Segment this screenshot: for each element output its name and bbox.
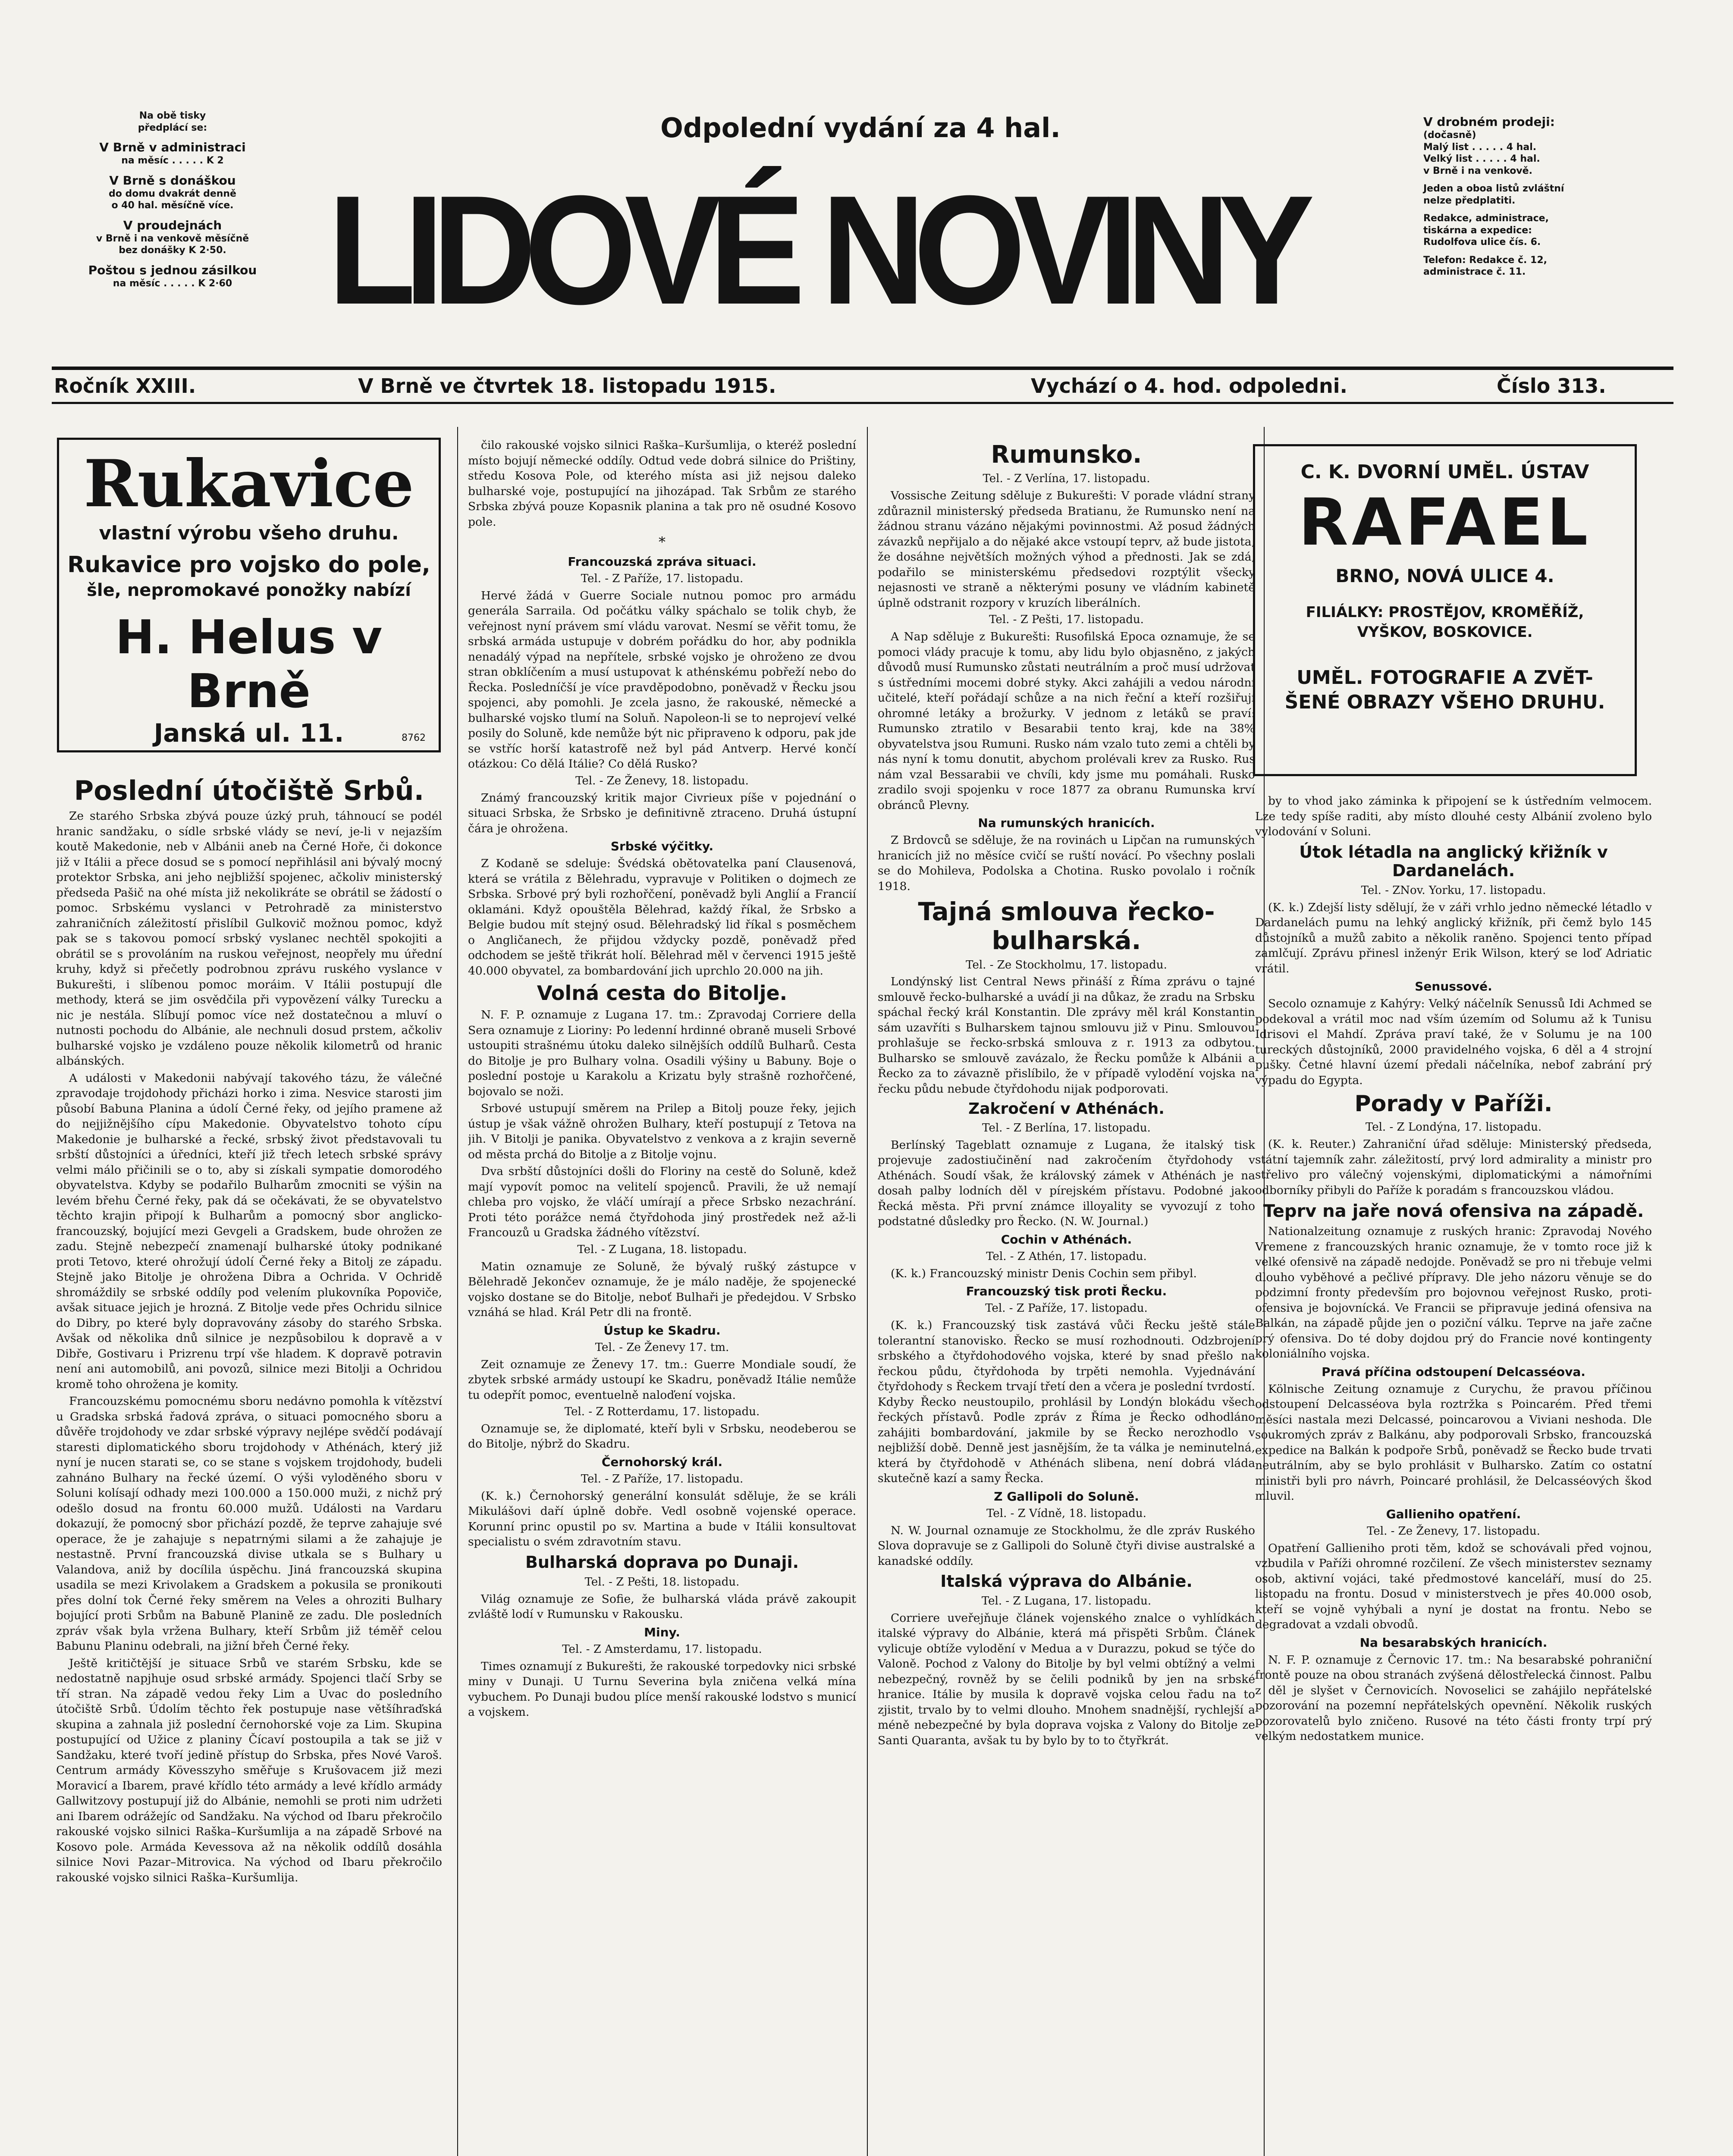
article-paragraph: Times oznamují z Bukurešti, že rakouské torpedovky nici srbské miny v Dunaji. U Turnu Severina byla zničena velká mína vybuchem. Po Dunaji budou plíce menší rakouské lodstvo s municí a vojskem.	[468, 1659, 856, 1719]
dateline: Tel. - Z Paříže, 17. listopadu.	[985, 1302, 1148, 1315]
dateline: Tel. - Z Lugana, 18. listopadu.	[577, 1243, 747, 1256]
dateline: Tel. - Ze Ženevy, 17. listopadu.	[1367, 1524, 1540, 1538]
subhead-montenegro-king: Černohorský král.	[601, 1454, 723, 1469]
article-paragraph: Srbové ustupují směrem na Prilep a Bitolj pouze řeky, jejich ústup je však vážně ohrožen Bulhary, kteří postupují z Tetova na jih. V Bitolji je panika. Obyvatelstvo z venkova a z krajin severně od města prchá do Bitolje a z Bitolje vojnu.	[468, 1102, 856, 1161]
article-paragraph: Z Brdovců se sděluje, že na rovinách u Lipčan na rumunských hranicích již no měsíce cvičí se ruští novácí. Po všechny poslali se do Mohileva, Podolska a Chotina. Rusko povolalo i ročník 1918.	[878, 834, 1255, 893]
dateline: Tel. - Z Verlína, 17. listopadu.	[983, 472, 1150, 486]
article-paragraph: N. F. P. oznamuje z Lugana 17. tm.: Zpravodaj Corriere della Sera oznamuje z Lioriny: Po ledenní hrdinné obraně museli Srbové ustoupiti strašnému útoku daleko silnějších oddílů Bulharů. Cesta do Bitolje je pro Bulhary volna. Osadili výšiny u Babuny. Boje o poslední postoje u Karakolu a Krizatu byly strašně rozhořčené, bojovalo se noži.	[468, 1008, 856, 1098]
subhead-romanian-border: Na rumunských hranicích.	[978, 816, 1155, 830]
ad-helus-title: Rukavice	[84, 446, 414, 522]
article-paragraph: (K. k. Reuter.) Zahraniční úřad sděluje: Ministerský předseda, státní tajemník zahr. záležitostí, prvý lord admirality a ministr pro střelivo pro válečný vojenskými, diplomatickými a námořními odborníky přibyli do Paříže k poradám s francouzskou vládou.	[1255, 1138, 1652, 1197]
headline-romania: Rumunsko.	[991, 441, 1142, 469]
subhead-delcasse-resignation: Pravá příčina odstoupení Delcasséova.	[1322, 1364, 1585, 1379]
article-paragraph: Kölnische Zeitung oznamuje z Curychu, že pravou příčinou odstoupení Delcasséova byla roztržka s Poincarém. Před třemi měsíci nastala mezi Delcassé, poincarovou a Viviani neshoda. Dle soukromých zpráv z Balkánu, aby podporovali Srbsko, francouzská expedice na Balkán k podpoře Srbů, poněvadž se Řecko bude trvati neutrálním, aby se bylo prohlásit v Bulharsko. Zatím co ostatní ministři byli pro návrh, Poincaré prohlásil, že Delcasséových škod mluvil.	[1255, 1382, 1652, 1503]
ad-helus-name: H. Helus v Brně	[115, 611, 383, 718]
headline-bitola-road: Volná cesta do Bitolje.	[537, 981, 788, 1005]
article-paragraph: Opatření Gallieniho proti těm, kdož se schovávali před vojnou, vzbudila v Paříži ohromné rozčilení. Ze všech ministerstev seznamy osob, aktivní vojáci, také předmostové kanceláří, musí do 25. listopadu na frontu. Dosud v ministerstvech je přes 40.000 osob, kteří se vojně vyhýbali a nyní je dostat na frontu. Nebo se degradovat a vzdali obvodů.	[1255, 1541, 1652, 1632]
ad-rafael-branches-1: FILIÁLKY: PROSTĚJOV, KROMĚŘÍŽ,	[1306, 604, 1584, 621]
ad-rafael-studio	[1253, 444, 1637, 776]
dateline: Tel. - ZNov. Yorku, 17. listopadu.	[1361, 884, 1546, 897]
price-note-2: předplácí se:	[138, 122, 207, 133]
article-paragraph: Londýnský list Central News přináší z Říma zprávu o tajné smlouvě řecko-bulharské a uvádí ji na důkaz, že zradu na Srbsku spáchal řecký král Konstantin. Dle zprávy měl král Konstantin sám uzavříti s Bulharskem tajnou smlouvu již v Pinu. Smlouvou prohlašuje se řecko-srbská smlouva z r. 1913 za odbytou. Bulharsko se smlouvě zavázalo, že Řecku pomůže k Albánii a Řecko za to závazně přislíbilo, že v případě vylodění vojska na řecku půdu nebude čtyřdohodu nijak podporovati.	[878, 975, 1255, 1096]
dateline: Tel. - Z Berlína, 17. listopadu.	[982, 1121, 1151, 1134]
masthead-right-info	[1423, 114, 1665, 284]
article-paragraph: Z Kodaně se sdeluje: Švédská obětovatelka paní Clausenová, která se vrátila z Bělehradu, vypravuje v Politiken o dojmech ze Srbska. Srbové prý byli rozhořčení, poněvadž byli Anglií a Francií oklamáni. Když opouštěla Bělehrad, každý říkal, že Srbsko a Belgie budou mít stejný osud. Bělehradský lid říkal s posměchem o Angličanech, že přijdou vždycky pozdě, poněvadž před odchodem se ještě třikrát holí. Bělehrad měl v červenci 1915 ještě 40.000 obyvatel, za bombardování jich uprchlo 20.000 na jih.	[468, 857, 856, 978]
headline-dardanelles-attack: Útok létadla na anglický křižník v Dardanelách.	[1299, 842, 1608, 881]
column-rule-1	[457, 427, 458, 2156]
ad-rafael-line-5: UMĚL. FOTOGRAFIE A ZVĚT-	[1297, 667, 1593, 689]
article-paragraph: N. F. P. oznamuje z Černovic 17. tm.: Na besarabské pohraniční frontě pouze na obou stranách zvýšená dělostřelecká činnost. Palbu z děl je slyšet v Černovicích. Novoselici se zahájilo nepřátelské pozorování na pozemní nepřátelských opevnění. Několik ruských pozorovatelů bylo zničeno. Rusové na této části fronty trpí prý velkým nedostatkem munice.	[1255, 1653, 1652, 1743]
article-paragraph: Zeit oznamuje ze Ženevy 17. tm.: Guerre Mondiale soudí, že zbytek srbské armády ustoupí ke Skadru, poněvadž Itálie nemůže tu odepřít pomoc, eventuelně naloďení vojska.	[468, 1357, 856, 1402]
article-paragraph: Secolo oznamuje z Kahýry: Velký náčelník Senussů Idi Achmed se podekoval a vrátil moc nad vším územím od Solumu až k Tunisu Idrisovi el Mahdí. Zpráva praví také, že v Solumu je na 100 tureckých důstojníků, 2000 pravidelného vojska, 6 děl a 4 strojní pušky. Četné hlavní území předali náčelníka, nebof zabrání prý výpadu do Egypta.	[1255, 997, 1652, 1087]
headline-srb-refuge: Poslední útočiště Srbů.	[74, 775, 424, 806]
article-paragraph: Ze starého Srbska zbývá pouze úzký pruh, táhnoucí se podél hranic sandžaku, o sídle srbské vlády se neví, je-li v nejazším koutě Makedonie, neb v Albánii aneb na Černé Hoře, či dokonce již v Itálii a přece dosud se s pomocí nepřihlásil ani bývalý mocný protektor Srbska, ani jeho nejbližší spojenec, ačkoliv ministerský předseda Pašič na ohé místa již nekolikráte se obrátil se žádostí o pomoc. Srbskému vyslanci v Petrohradě za ministerstvo zahraničních záležitostí přislíbil Gulkovič možnou pomoc, když pak se s takovou pomocí srbský vyslanec nechtěl spokojiti a obrátil se s provoláním na ruskou veřejnost, neopřely mu úřední kruhy, když si přečetly podrobnou zprávu ruského vyslance v Bukurešti, i slíbenou pomoc moráim. V Itálii postupují dle methody, která se jim osvědčila při vypovězení války Turecku a nic je nestála. Slíbují pomoc více než dostatečnou a mluví o nutnosti pochodu do Albánie, ale nechnuli dosud prstem, ačkoliv bulharské vojsko je vzdáleno pouze několik kilometrů od hranic albánských.	[56, 809, 442, 1068]
headline-italian-expedition: Italská výprava do Albánie.	[940, 1572, 1193, 1591]
masthead-rule-top	[52, 367, 1673, 370]
article-paragraph: Matin oznamuje ze Soluně, že bývalý rušký zástupce v Bělehradě Jekončev oznamuje, že je málo naděje, že spojenecké vojsko dostane se do Bitolje, neboť Bulhaři je předejdou. V Srbsko vznáhá se hlad. Král Petr dli na frontě.	[468, 1260, 856, 1319]
article-paragraph: N. W. Journal oznamuje ze Stockholmu, že dle zpráv Ruského Slova dopravuje se z Gallipoli do Soluně čtyři divise australské a kanadské oddíly.	[878, 1523, 1255, 1568]
price-note-1: Na obě tisky	[139, 110, 206, 121]
subscription-note-2: nelze předplatiti.	[1423, 195, 1516, 206]
ad-rafael-name: RAFAEL	[1298, 485, 1592, 560]
subscription-note-1: Jeden a oboa listů zvláštní	[1423, 183, 1564, 194]
subhead-french-press: Francouzský tisk proti Řecku.	[966, 1284, 1167, 1299]
price-shops-note-1: v Brně i na venkově měsíčně	[96, 233, 249, 244]
article-paragraph: Ještě kritičtější je situace Srbů ve starém Srbsku, kde se nedostatně napjhuje osud srbské armády. Spojenci tlačí Srby se tří stran. Na západě vedou řeky Lim a Uvac do posledního útočiště Srbů. Údolím těchto řek postupuje nase většíhraďská skupina a zahnala již poslední černohorské voje za Lim. Skupina postupující od Užice z planiny Čícaví postoupila a tak se již v Sandžaku, které tvoří jedině přístup do Srbska, přes Nové Varoš. Centrum armády Kövesszyho směřuje s Krušovacem již mezi Moravicí a Ibarem, pravé křídlo této armády a levé křídlo armády Gallwitzovy postupují již do Albánie, nemohli se proti nim udržeti ani Ibarem odrážejíc od Sandžaku. Na východ od Ibaru překročilo rakouské vojsko silnici Raška–Kuršumlija a na západě Srbové na Kosovo pole. Armáda Kevessova až na několik oddílů dosáhla silnice Novi Pazar–Mitrovica. Na východ od Ibaru překročilo rakouské vojsko silnici Raška–Kuršumlija.	[56, 1656, 442, 1884]
subhead-retreat-skadar: Ústup ke Skadru.	[603, 1323, 721, 1338]
article-paragraph: Vossische Zeitung sděluje z Bukurešti: V porade vládní strany zdůraznil ministerský předseda Bratianu, že Rumunsko není na žádnou stranu vázáno nějakými povinnostmi. Až posud žádných závazků nepřijalo a do nějaké akce vstoupí teprv, až bude jistota, že dosáhne největších možných výhod a přednosti. Jak se zdá, podařilo se ministerskému předsedovi rozptýlit všecky nejasnosti ve straně a některými posuny ve vládním kabinetě úplně odstranit rozpory v kruzích liberálních.	[878, 489, 1255, 610]
dateline: Tel. - Z Amsterdamu, 17. listopadu.	[562, 1642, 762, 1656]
price-admin: V Brně v administraci	[99, 140, 246, 154]
price-delivery-note-1: do domu dvakrát denně	[109, 188, 236, 199]
ad-helus-line-3: šle, nepromokavé ponožky nabízí	[87, 580, 411, 600]
dateline: Tel. - Z Pešti, 17. listopadu.	[989, 613, 1144, 627]
article-paragraph: Hervé žádá v Guerre Sociale nutnou pomoc pro armádu generála Sarraila. Od počátku války spáchalo se tolik chyb, že veřejnost nyní právem smí vládu varovat. Nesmí se věřit tomu, že srbská armáda ustupuje v dobrém pořádku do hor, aby podnikla nenadálý výpad na nepřítele, srbské vojsko je ohroženo ze dvou stran obklíčením a musí ustupovat k athénskému pobřeží nebo do Řecka. Posledníčší je více pravděpodobno, poněvadž v Řecku jsou spojenci, aby pomohli. Je zcela jasno, že rakouské, německé a bulharské vojsko tlumí na Soluň. Napoleon-li se to neprojeví velké posily do Soluně, kde nemůže být nic připraveno k odporu, pak jde se vstříc horší katastrofě než byl pád Antverp. Hervé končí otázkou: Co dělá Itálie? Co dělá Rusko?	[468, 589, 856, 771]
masthead-left-info	[52, 110, 293, 295]
ad-rafael-line-6: ŠENÉ OBRAZY VŠEHO DRUHU.	[1284, 691, 1605, 713]
ad-helus-line-2: Rukavice pro vojsko do pole,	[67, 552, 430, 578]
office-address: Rudolfova ulice čís. 6.	[1423, 237, 1541, 248]
price-shops: V proudejnách	[123, 218, 222, 232]
newspaper-title: LIDOVÉ NOVINY	[328, 163, 1303, 337]
article-paragraph: Oznamuje se, že diplomaté, kteří byli v Srbsku, neodeberou se do Bitolje, nýbrž do Skadru.	[468, 1422, 856, 1451]
retail-price-small: Malý list . . . . . 4 hal.	[1423, 141, 1537, 153]
release-time: Vychází o 4. hod. odpoledni.	[1031, 374, 1348, 398]
ad-rafael-line-1: C. K. DVORNÍ UMĚL. ÚSTAV	[1300, 461, 1589, 483]
headline-secret-treaty: Tajná smlouva řecko-bulharská.	[918, 897, 1215, 955]
subhead-mines: Miny.	[644, 1625, 680, 1639]
subhead-gallieni-measures: Gallieniho opatření.	[1386, 1507, 1521, 1521]
article-paragraph: Dva srbští důstojníci došli do Floriny na cestě do Soluně, kdež mají vypovít pomoc na velitelí spojenců. Pravili, že už nemají chleba pro vojsko, že vláčí umírají a přece Srbsko nezachrání. Proti této porážce nemá čtyřdohoda jiný prostředek než až-li Francouzů u Gradska žádného vítězství.	[468, 1165, 856, 1240]
price-shops-note-2: bez donášky K 2·50.	[119, 245, 226, 256]
column-4	[1255, 793, 1652, 2156]
subhead-senussi: Senussové.	[1415, 979, 1492, 994]
subhead-french-report: Francouzská zpráva situaci.	[568, 554, 757, 569]
article-paragraph: A události v Makedonii nabývají takového tázu, že válečné zpravodaje trojdohody přicházi horko i zima. Nesvice starosti jim působí Babuna Planina a údolí Černé řeky, od jejího pramene až do nejjižnějšího cípu Makedonie. Obyvatelstvo tohoto cípu Makedonie je bulharské a řecké, srbský život představovali tu srbští důstojníci a úředníci, kteří již třech letech srbské správy velmi málo přičinili se o to, aby si získali sympatie domorodého obyvatelstva. Kdyby se podařilo Bulharům zmocniti se výšin na levém břehu Černé řeky, pak dá se očekávati, že se obyvatelstvo těchto krajin připojí k Bulharům a pomocný sbor anglicko-francouzský, bojující mezi Gevgeli a Gradskem, bude ohrožen ze zadu. Stejně nebezpečí znamenají bulharské útoky podnikané proti Tetovo, které ohrožují údolí Černé řeky a Bitolj ze západu. Stejně jako Bitolje je ohrožena Dibra a Ochrida. V Ochridě shromáždily se srbské oddíly pod velením plukovníka Popoviče, avšak situace jejich je hrozná. Z Bitolje vede přes Ochridu silnice do Dibry, po které byly dopravovány zásoby do starého Srbska. Avšak od několika dnů silnice je nezpůsobilou k dopravě a v Dibře, Gostivaru i Prizrenu trpí vše hladem. K dopravě potravin není ani automobilů, ani povozů, silnice mezi Bitolji a Ochridou kromě toho ohrožena je komity.	[56, 1071, 442, 1391]
article-paragraph: (K. k.) Černohorský generální konsulát sděluje, že se králi Mikulášovi daří úplně dobře. Vedl osobně vojenské operace. Korunní princ opustil po sv. Martina a bude v Itálii konsultovat specialistu o svém zdravotním stavu.	[468, 1489, 856, 1549]
printing-office: tiskárna a expedice:	[1423, 225, 1532, 236]
dateline: Tel. - Ze Stockholmu, 17. listopadu.	[966, 958, 1167, 971]
headline-spring-offensive: Teprv na jaře nová ofensiva na západě.	[1263, 1201, 1644, 1222]
editorial-office: Redakce, administrace,	[1423, 213, 1549, 224]
article-paragraph: Corriere uveřejňuje článek vojenského znalce o vyhlídkách italské výpravy do Albánie, která má přispěti Srbům. Článek vylicuje obtíže vylodění v Medua a v Durazzu, pokud se týče do Valoně. Pochod z Valony do Bitolje by byl velmi obtížný a velmi nebezpečný, rovněž by se čelili podniků by jen na srbské hranice. Itálie by musila k dopravě vojska celou řadu na to zjistit, trvalo by to velmi dlouho. Mnohem snadnější, rychlejší a méně nebezpečné by byla doprava vojska z Valony do Bitolje ze Santi Quaranta, avšak tu by bylo by to to čtyřkrát.	[878, 1611, 1255, 1747]
ad-helus-line-1: vlastní výrobu všeho druhu.	[99, 522, 399, 544]
dateline: Tel. - Z Rotterdamu, 17. listopadu.	[564, 1405, 760, 1419]
edition-notice: Odpolední vydání za 4 hal.	[660, 112, 1061, 144]
ad-helus-code: 8762	[402, 733, 426, 743]
retail-price-note: (dočasně)	[1423, 130, 1476, 141]
subhead-cochin-athens: Cochin v Athénách.	[1001, 1232, 1132, 1247]
article-paragraph: Známý francouzský kritik major Civrieux píše v pojednání o situaci Srbska, že Srbsko je definitivně ztraceno. Druhá ústupní čára je ohrožena.	[468, 791, 856, 835]
phone-editorial: Telefon: Redakce č. 12,	[1423, 254, 1548, 266]
phone-admin: administrace č. 11.	[1423, 266, 1526, 277]
ad-rafael-branches-2: VYŠKOV, BOSKOVICE.	[1357, 624, 1533, 641]
article-paragraph: Berlínský Tageblatt oznamuje z Lugana, že italský tisk projevuje zadostiučinění nad zakročením čtyřdohody v Athénách. Soudí však, že královský zámek v Athénách je na dosah palby lodních děl v pírejském přístavu. Podobné jako Řecká města. Při první známce illoyality se vyvozují z toho podstatné důsledky pro Řecko. (N. W. Journal.)	[878, 1138, 1255, 1228]
column-rule-2	[867, 427, 868, 2156]
volume-number: Ročník XXIII.	[54, 374, 196, 398]
retail-price-area: v Brně i na venkově.	[1423, 165, 1532, 176]
headline-paris-talks: Porady v Paříži.	[1354, 1091, 1553, 1117]
headline-danube-transport: Bulharská doprava po Dunaji.	[525, 1552, 799, 1572]
subhead-serbian-reproach: Srbské výčitky.	[610, 839, 714, 854]
article-paragraph: (K. k.) Francouzský tisk zastává vůči Řecku ještě stále tolerantní stanovisko. Řecko se musí rozhodnouti. Odzbrojení srbského a čtyřdohodového vojska, které by snad přešlo na řeckou půdu, čtyřdohoda by trpěti nemohla. Vyjednávání čtyřdohody s Řeckem trvají třetí den a včera je poslední tvrdostí. Kdyby Řecko neustoupilo, prohlásil by Londýn blokádu všech řeckých přístavů. Podle zpráv z Říma je Řecko odhodláno zahájiti bombardování, jakmile by se Řecko nerozhodlo v nejbližší době. Denně jest jasnějším, že ta válka je neminutelná, která by čtyřdohodě v Athénách slibena, není dobrá vláda skutečně kazí a samy Řecka.	[878, 1319, 1255, 1485]
dateline: Tel. - Z Vídně, 18. listopadu.	[986, 1507, 1146, 1520]
ad-helus-gloves	[57, 438, 441, 752]
retail-price-large: Velký list . . . . . 4 hal.	[1423, 154, 1540, 164]
article-paragraph: Nationalzeitung oznamuje z ruských hranic: Zpravodaj Nového Vremene z francouzských hranic oznamuje, že v tomto roce již k velké ofensivě na západě nedojde. Poněvadž se pro ni třebuje velmi dlouho vyběhové a pečlivé přípravy. Dle jeho názoru věnuje se do podzimní fronty především pro bojovnou veřejnost Rusko, proti-ofensiva je bojovnícká. Ve Francii se připravuje jediná ofensiva na Balkán, na západě půjde jen o poziční válku. Teprve na jaře začne prý ofensiva. Do té doby dojdou prý do Francie nové kontingenty koloniálního vojska.	[1255, 1225, 1652, 1361]
dateline: Tel. - Z Lugana, 17. listopadu.	[981, 1594, 1152, 1608]
article-paragraph: Francouzskému pomocnému sboru nedávno pomohla k vítězství u Gradska srbská řadová zpráva, o situaci pomocného sboru a důvěře trojdohody ve zdar srbské výpravy nejlépe svědčí podávají staresti diplomatického sboru trojdohody v Athénách, který již nyní je nucen starati se, co se stane s vojskem trojdohody, budeli zahnáno Bulhary na řecké území. O výši vyloděného sboru v Soluni kolísají odhady mezi 100.000 a 150.000 muži, z nichž prý odešlo dosud na frontu 60.000 mužů. Události na Vardaru dokazují, že pomocný sbor přichází pozdě, že teprve zahajuje své operace, že je zahajuje s nepatrnými silami a že zahajuje je nestastně. První francouzská divise utkala se s Bulhary u Valandova, aniž by docílila úspěchu. Jiná francouzská skupina usadila se mezi Krivolakem a Gradskem a pokusila se pronikouti přes dolní tok Černé řeky směrem na Veles a ohroziti Bulhary bojující proti Srbům na Babuně Planině ze zadu. Dle posledních zpráv však byla vržena Bulhary, kteří Srbům již téměř celou Babunu Planinu odebrali, na jižní břeh Černé řeky.	[56, 1395, 442, 1653]
retail-price-title: V drobném prodeji:	[1423, 115, 1555, 129]
section-divider-star: *	[659, 534, 666, 550]
article-paragraph: (K. k.) Zdejší listy sdělují, že v záři vrhlo jedno německé létadlo v Dardanelách pumu na lehký anglický křižník, při čemž bylo 145 důstojníků a mužů zabito a několik raněno. Spojenci tento případ zamlčují. Zprávu přinesl inženýr Erik Wilson, který se loď Adriatic vrátil.	[1255, 900, 1652, 975]
dateline: Tel. - Z Athén, 17. listopadu.	[986, 1250, 1147, 1263]
article-paragraph: A Nap sděluje z Bukurešti: Rusofilská Epoca oznamuje, že se pomoci vlády pracuje k tomu, aby lidu bylo objasněno, z jakých důvodů musí Rumunsko zůstati neutrálním a proč musí udržovat s ústředními mocemi dobré styky. Akci zahájili a vedou národní učitelé, kteří pořádají schůze a na nich řeční a kteří rozšiřují ohromné letáky a brožurky. V jednom z letáků se praví: Rumunsko ztratilo v Besarabii tento kraj, kde na 38% obyvatelstva jsou Rumuni. Rusko nám vzalo tuto zemi a chtěli by nás nyní k tomu donutit, abychom prolévali krev za Rusko. Rus nám vzal Bessarabii ve chvíli, kdy jsme mu pomáhali. Rusko zradilo svoji spojenku v roce 1877 za obranu Rumunska krví obránců Plevny.	[878, 630, 1255, 812]
article-paragraph: by to vhod jako záminka k připojení se k ústředním velmocem. Lze tedy spíše raditi, aby místo dlouhé cesty Albánií zvoleno bylo vylodování v Soluni.	[1255, 794, 1652, 838]
column-1	[56, 772, 442, 2156]
subhead-bessarabian-border: Na besarabských hranicích.	[1359, 1635, 1548, 1650]
dateline: Tel. - Ze Ženevy, 18. listopadu.	[575, 774, 749, 787]
price-admin-monthly: na měsíc . . . . . K 2	[121, 155, 224, 166]
dateline: Tel. - Z Paříže, 17. listopadu.	[581, 1473, 744, 1486]
price-delivery-note-2: o 40 hal. měsíčně více.	[111, 200, 234, 211]
subhead-athens-intervention: Zakročení v Athénách.	[968, 1100, 1165, 1118]
issue-number: Číslo 313.	[1497, 374, 1606, 398]
dateline: Tel. - Z Pešti, 18. listopadu.	[584, 1575, 740, 1589]
ad-helus-address: Janská ul. 11.	[154, 718, 344, 748]
article-paragraph: čilo rakouské vojsko silnici Raška–Kuršumlija, o kteréž poslední místo bojují německé oddíly. Odtud vede dobrá silnice do Prištiny, středu Kosova Pole, od kterého místa asi již nejsou daleko bulharské voje, postupující na jihozápad. Tak Srbům ze starého Srbska zbývá pouze Kopasnik planina a tak pro ně osudné Kosovo pole.	[468, 439, 856, 529]
issue-date: V Brně ve čtvrtek 18. listopadu 1915.	[358, 374, 776, 398]
column-3	[878, 438, 1255, 2156]
dateline: Tel. - Ze Ženevy 17. tm.	[595, 1341, 729, 1354]
dateline: Tel. - Z Londýna, 17. listopadu.	[1365, 1121, 1542, 1134]
price-delivery: V Brně s donáškou	[109, 173, 236, 188]
price-post: Poštou s jednou zásilkou	[88, 263, 257, 277]
masthead-rule-bottom	[52, 402, 1673, 404]
subhead-gallipoli-salonica: Z Gallipoli do Soluně.	[994, 1489, 1139, 1504]
ad-rafael-address: BRNO, NOVÁ ULICE 4.	[1335, 565, 1554, 586]
price-post-monthly: na měsíc . . . . . K 2·60	[113, 278, 232, 289]
dateline: Tel. - Z Paříže, 17. listopadu.	[581, 572, 744, 586]
article-paragraph: (K. k.) Francouzský ministr Denis Cochin sem přibyl.	[891, 1266, 1197, 1280]
article-paragraph: Világ oznamuje ze Sofie, že bulharská vláda právě zakoupit zvláště lodí v Rumunsku v Rakousku.	[468, 1592, 856, 1621]
column-2	[468, 438, 856, 2156]
